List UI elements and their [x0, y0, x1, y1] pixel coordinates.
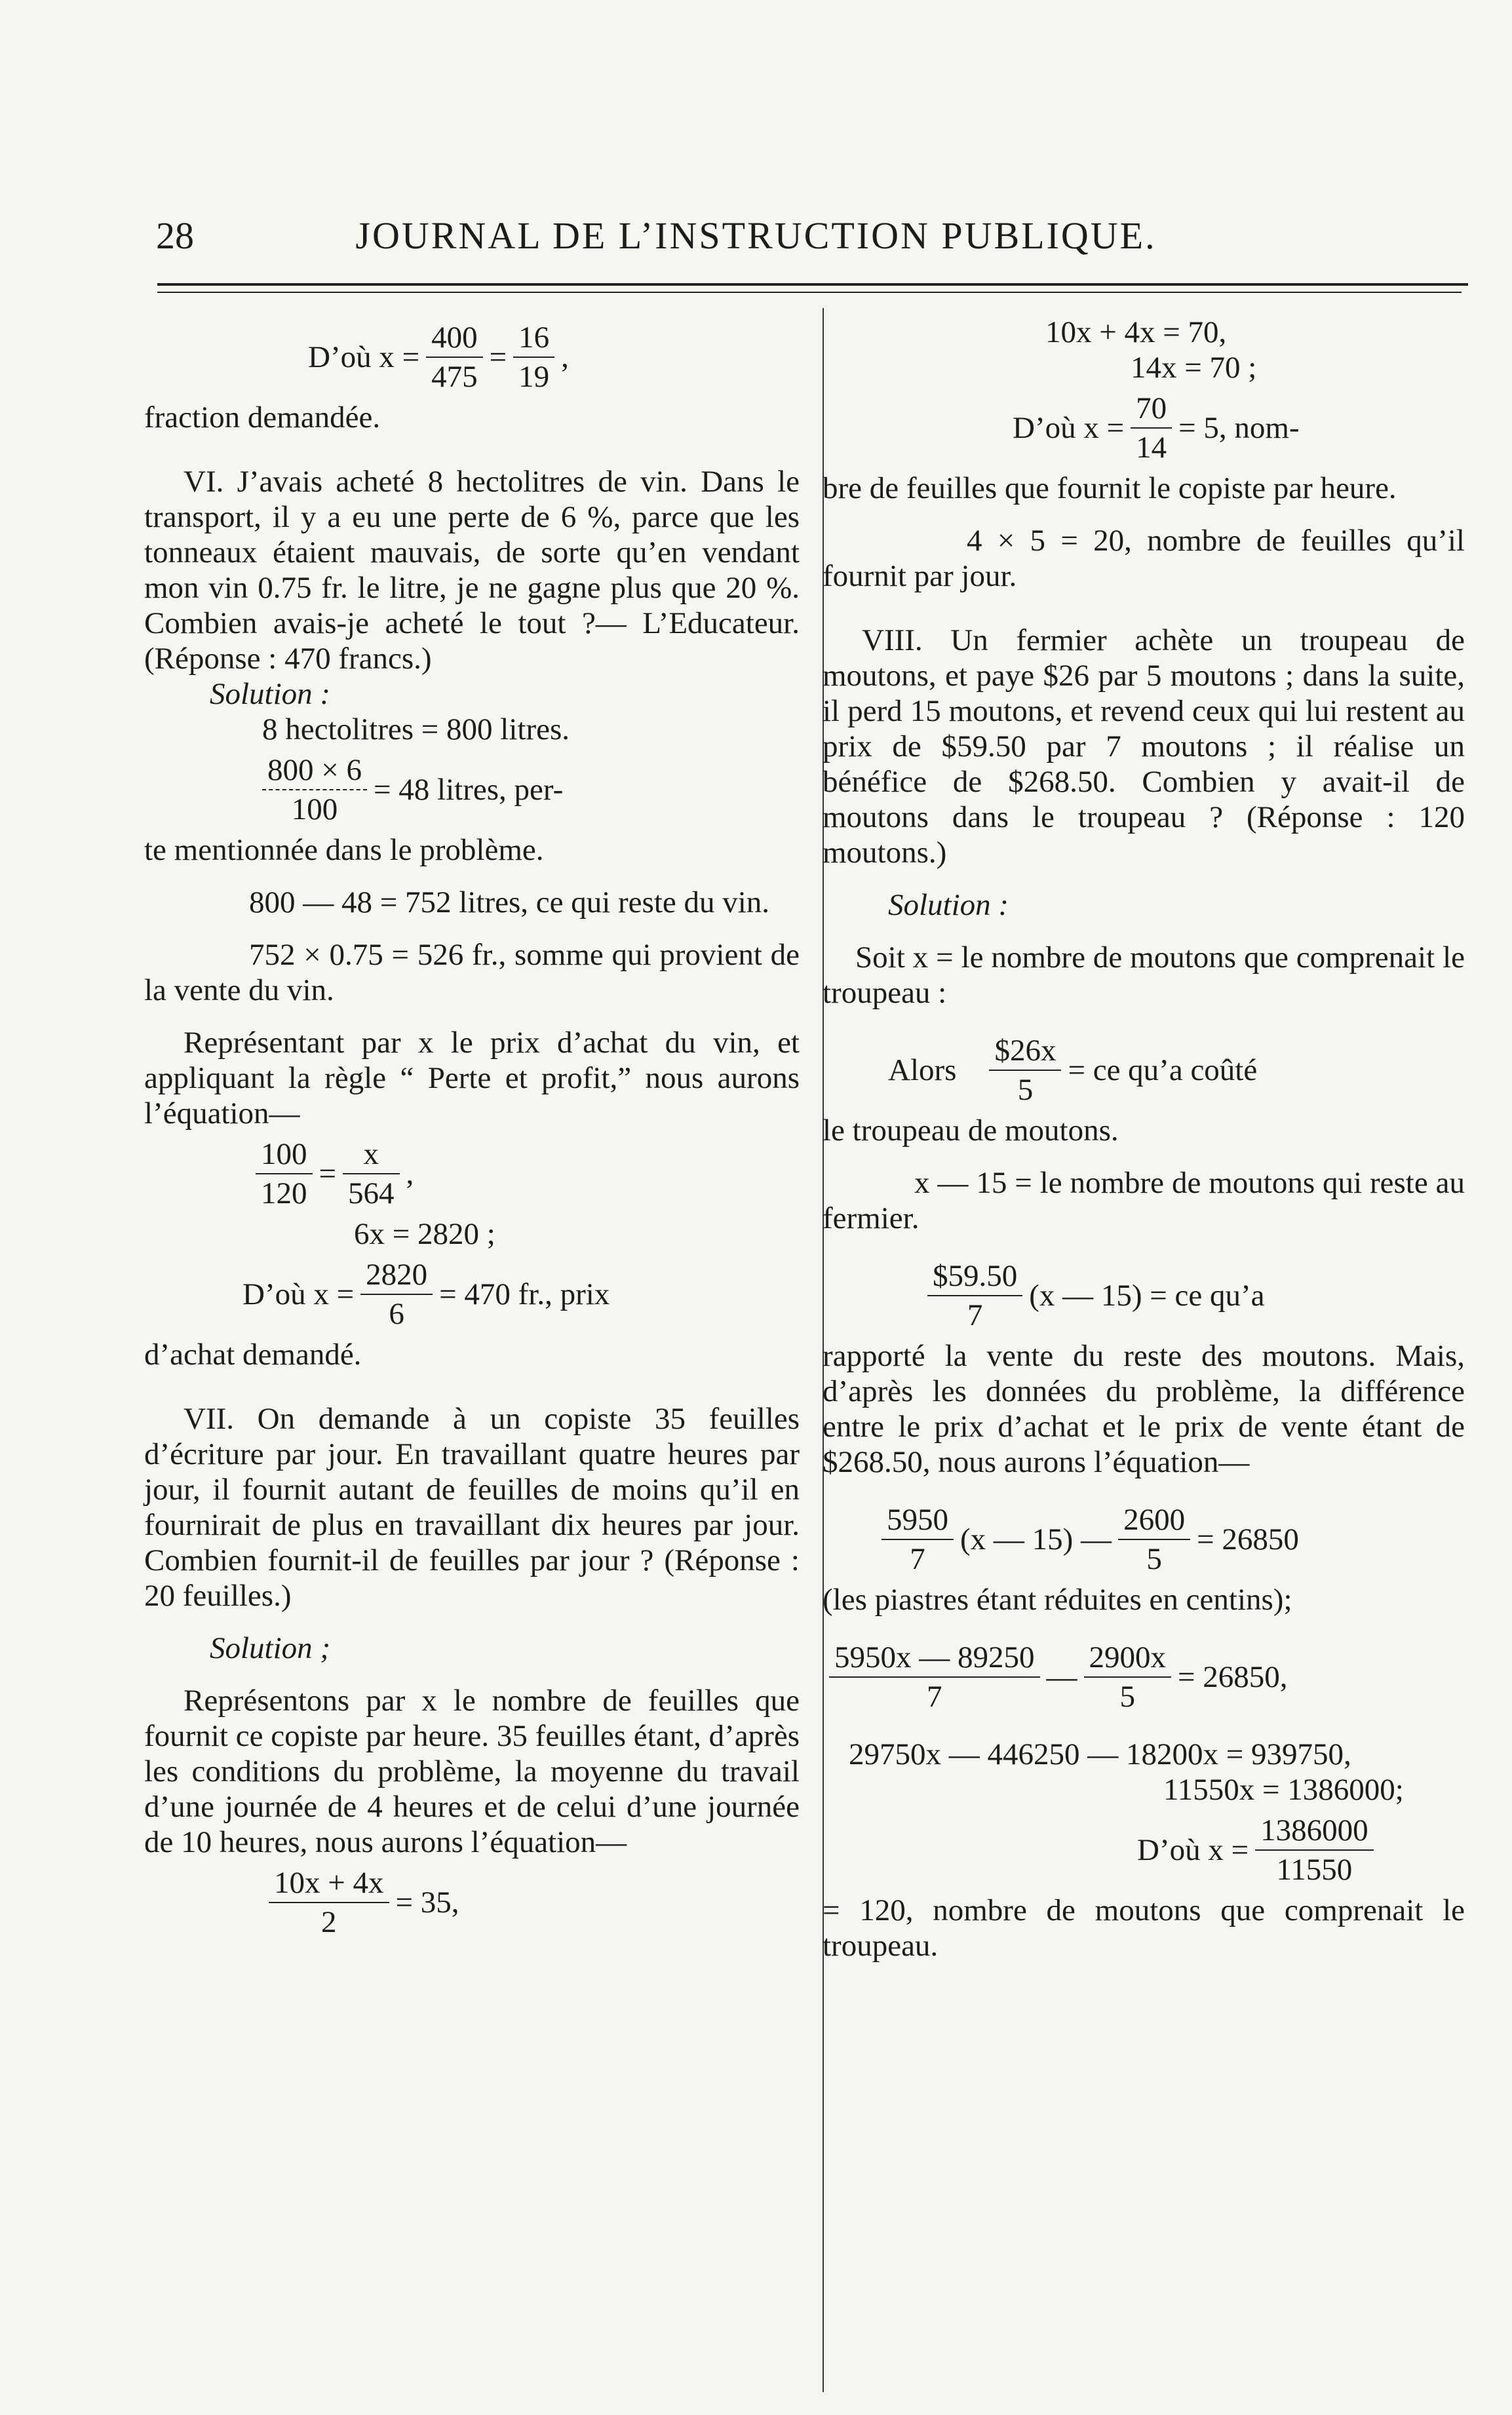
- equation: [823, 1033, 1465, 1108]
- equation: [823, 1813, 1465, 1887]
- paragraph: 4 × 5 = 20, nombre de feuilles qu’il fournit par jour.: [823, 524, 1465, 593]
- fraction: [882, 1502, 954, 1577]
- paragraph: te mentionnée dans le problème.: [144, 833, 544, 867]
- fraction: [269, 1865, 389, 1940]
- denominator: 7: [927, 1680, 942, 1714]
- denominator: 7: [910, 1542, 925, 1576]
- fraction: [426, 320, 483, 395]
- header-rule-thin: [157, 292, 1462, 293]
- denominator: 5: [1146, 1542, 1162, 1576]
- fraction: [360, 1257, 433, 1332]
- equation: [144, 320, 800, 395]
- paragraph: x — 15 = le nombre de moutons qui reste au fermier.: [823, 1166, 1465, 1235]
- fraction: [262, 752, 367, 827]
- eq-text: = 26850: [1197, 1522, 1299, 1556]
- fraction: [1131, 391, 1172, 465]
- numerator: 10x + 4x: [274, 1866, 384, 1900]
- fraction: [829, 1640, 1040, 1714]
- fraction: [1084, 1640, 1172, 1714]
- numerator: 2600: [1123, 1503, 1186, 1537]
- paragraph: 8 hectolitres = 800 litres.: [262, 712, 570, 746]
- solution-label: Solution ;: [210, 1631, 331, 1665]
- eq-text: = 5, nom-: [1178, 411, 1300, 445]
- denominator: 14: [1136, 431, 1167, 465]
- equation-line: 29750x — 446250 — 18200x = 939750,: [849, 1737, 1351, 1771]
- eq-text: D’où x =: [242, 1277, 355, 1311]
- equation: [144, 1865, 800, 1940]
- solution-label: Solution :: [888, 888, 1009, 922]
- numerator: x: [363, 1137, 379, 1171]
- paragraph: le troupeau de moutons.: [823, 1113, 1119, 1148]
- equation: [823, 1258, 1465, 1333]
- denominator: 6: [389, 1297, 404, 1331]
- numerator: 70: [1136, 391, 1167, 425]
- eq-text: = 48 litres, per-: [374, 773, 564, 807]
- denominator: 475: [431, 360, 478, 394]
- equation-line: 6x = 2820 ;: [354, 1217, 495, 1251]
- paragraph: Représentons par x le nombre de feuilles que fournit ce copiste par heure. 35 feuilles étant, d’après les conditions du problème, la moyenne du travail d’une journée de 4 heures et de celui d’une journée de 10 heures, nous aurons l’équation—: [144, 1684, 800, 1859]
- numerator: 100: [261, 1137, 307, 1171]
- equation-line: 10x + 4x = 70,: [1045, 315, 1227, 349]
- fraction: [1255, 1813, 1374, 1887]
- numerator: 5950x — 89250: [834, 1640, 1035, 1674]
- paragraph: 800 — 48 = 752 litres, ce qui reste du vin.: [249, 885, 770, 919]
- solution-label: Solution :: [210, 677, 331, 711]
- equation-line: 14x = 70 ;: [1131, 351, 1257, 385]
- paragraph: bre de feuilles que fournit le copiste par heure.: [823, 471, 1397, 505]
- eq-text: (x — 15) —: [960, 1522, 1112, 1556]
- numerator: 5950: [887, 1503, 948, 1537]
- fraction: [343, 1136, 400, 1211]
- problem-vii: VII. On demande à un copiste 35 feuilles d’écriture par jour. En travaillant quatre heures par jour, il fournit autant de feuilles de moins qu’il en fournirait de plus en travaillant dix heures par jour. Combien fournit-il de feuilles par jour ? (Réponse : 20 feuilles.): [144, 1402, 800, 1613]
- numerator: 16: [518, 320, 550, 355]
- denominator: 19: [518, 360, 550, 394]
- denominator: 5: [1017, 1073, 1034, 1107]
- page-number: 28: [156, 214, 194, 257]
- eq-text: = 26850,: [1178, 1660, 1288, 1694]
- eq-text: = ce qu’a coûté: [1068, 1053, 1258, 1087]
- numerator: 2900x: [1089, 1640, 1166, 1674]
- eq-text: D’où x =: [308, 340, 420, 374]
- paragraph: rapporté la vente du reste des moutons. Mais, d’après les données du problème, la différence entre le prix d’achat et le prix de vente étant de $268.50, nous aurons l’équation—: [823, 1339, 1465, 1479]
- equation: [144, 752, 800, 827]
- numerator: 400: [431, 320, 478, 355]
- problem-viii: VIII. Un fermier achète un troupeau de moutons, et paye $26 par 5 moutons ; dans la suite, il perd 15 moutons, et revend ceux qui lui restent au prix de $59.50 par 7 moutons ; il réalise un bénéfice de $268.50. Combien y avait-il de moutons dans le troupeau ? (Réponse : 120 moutons.): [823, 623, 1465, 870]
- fraction: [1118, 1502, 1190, 1577]
- running-title: JOURNAL DE L’INSTRUCTION PUBLIQUE.: [355, 214, 1157, 257]
- eq-text: (x — 15) = ce qu’a: [1029, 1279, 1265, 1313]
- problem-vi: VI. J’avais acheté 8 hectolitres de vin. Dans le transport, il y a eu une perte de 6 %, parce que les tonneaux étaient mauvais, de sorte qu’en vendant mon vin 0.75 fr. le litre, je ne gagne plus que 20 %. Combien avais-je acheté le tout ?— L’Educateur. (Réponse : 470 francs.): [144, 465, 800, 676]
- paragraph: Soit x = le nombre de moutons que comprenait le troupeau :: [823, 940, 1465, 1010]
- numerator: 1386000: [1260, 1813, 1368, 1847]
- fraction: [256, 1136, 313, 1211]
- fraction: [989, 1033, 1061, 1108]
- denominator: 7: [967, 1298, 983, 1332]
- eq-text: = 470 fr., prix: [439, 1277, 610, 1311]
- fraction: [513, 320, 554, 395]
- denominator: 2: [321, 1905, 337, 1939]
- equation: [144, 1257, 800, 1332]
- equation: [823, 1502, 1465, 1577]
- eq-text: D’où x =: [1013, 411, 1125, 445]
- eq-text: = 35,: [395, 1885, 459, 1920]
- paragraph: Représentant par x le prix d’achat du vin, et appliquant la règle “ Perte et profit,” nous aurons l’équation—: [144, 1026, 800, 1130]
- right-column: [823, 315, 1465, 1963]
- eq-text: Alors: [888, 1053, 957, 1087]
- equation: [823, 391, 1465, 465]
- eq-text: =: [319, 1157, 337, 1191]
- numerator: 800 × 6: [267, 753, 362, 787]
- numerator: $26x: [994, 1034, 1056, 1068]
- eq-text: ,: [561, 340, 569, 374]
- denominator: 5: [1119, 1680, 1135, 1714]
- header-rule: [157, 283, 1468, 286]
- equation: [144, 1136, 800, 1211]
- numerator: $59.50: [933, 1259, 1018, 1293]
- left-column: [144, 315, 800, 1945]
- denominator: 564: [348, 1176, 395, 1210]
- numerator: 2820: [366, 1258, 428, 1292]
- eq-text: ,: [406, 1157, 414, 1191]
- equation: [823, 1640, 1465, 1714]
- paragraph: fraction demandée.: [144, 400, 381, 435]
- fraction: [927, 1258, 1022, 1333]
- page-header: [0, 214, 1512, 266]
- paragraph: d’achat demandé.: [144, 1338, 362, 1372]
- paragraph: (les piastres étant réduites en centins);: [823, 1583, 1292, 1617]
- eq-text: D’où x =: [1137, 1833, 1249, 1867]
- denominator: 120: [261, 1176, 307, 1210]
- eq-text: —: [1046, 1660, 1077, 1694]
- paragraph: = 120, nombre de moutons que comprenait le troupeau.: [823, 1893, 1465, 1963]
- equation-line: 11550x = 1386000;: [1163, 1773, 1404, 1807]
- denominator: 100: [291, 792, 338, 826]
- denominator: 11550: [1276, 1853, 1353, 1887]
- eq-text: =: [489, 340, 507, 374]
- paragraph: 752 × 0.75 = 526 fr., somme qui provient de la vente du vin.: [144, 938, 800, 1007]
